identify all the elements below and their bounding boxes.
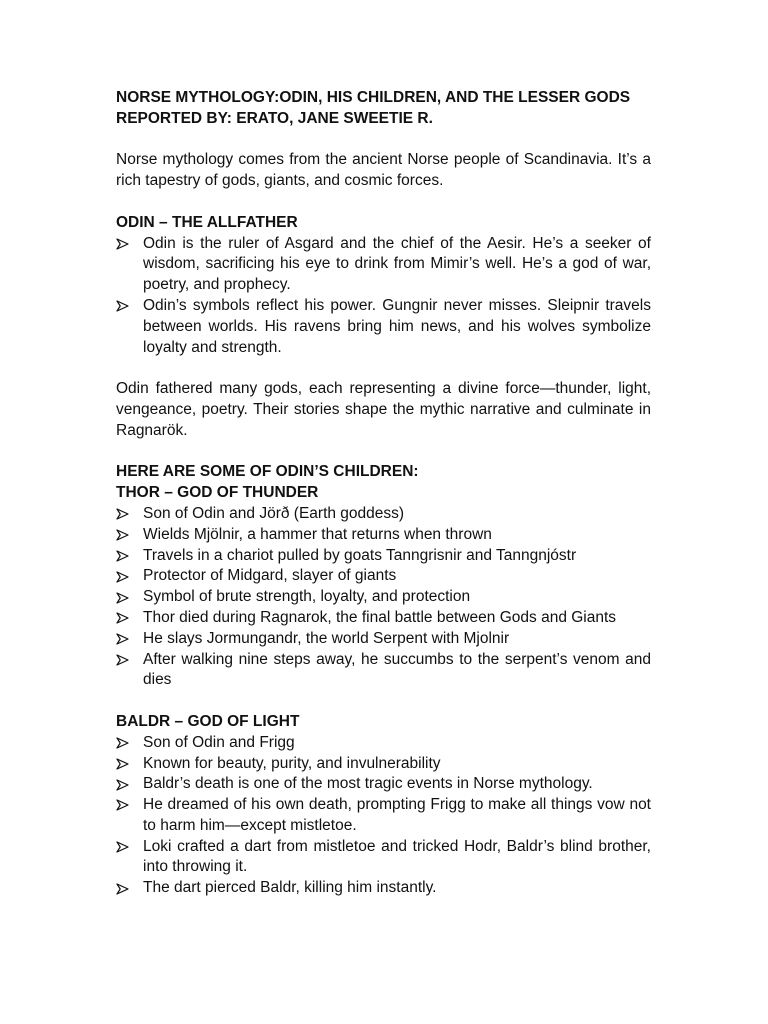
list-item-text: Travels in a chariot pulled by goats Tanngrisnir and Tanngnjóstr [143, 546, 577, 564]
arrowhead-bullet-icon [116, 587, 136, 608]
arrowhead-bullet-icon [116, 878, 136, 899]
list-item-text: Thor died during Ragnarok, the final battle between Gods and Giants [143, 608, 617, 626]
list-item [116, 296, 651, 358]
list-item [116, 504, 651, 525]
list-item-text: Son of Odin and Frigg [143, 733, 295, 751]
arrowhead-bullet-icon [116, 650, 136, 671]
odin-bullet-list [116, 234, 651, 359]
document-author: REPORTED BY: ERATO, JANE SWEETIE R. [116, 109, 433, 127]
list-item-text: Known for beauty, purity, and invulnerability [143, 754, 441, 772]
odin-heading: ODIN – THE ALLFATHER [116, 213, 298, 231]
children-heading: HERE ARE SOME OF ODIN’S CHILDREN: [116, 463, 419, 481]
arrowhead-bullet-icon [116, 754, 136, 775]
list-item-text: After walking nine steps away, he succumbs to the serpent’s venom and dies [143, 650, 651, 689]
list-item [116, 546, 651, 567]
document-title: NORSE MYTHOLOGY:ODIN, HIS CHILDREN, AND THE LESSER GODS [116, 89, 631, 106]
thor-heading: THOR – GOD OF THUNDER [116, 484, 319, 502]
list-item [116, 234, 651, 296]
list-item [116, 650, 651, 692]
list-item-text: Loki crafted a dart from mistletoe and tricked Hodr, Baldr’s blind brother, into throwing it. [143, 837, 651, 876]
list-item [116, 566, 651, 587]
list-item-text: Son of Odin and Jörð (Earth goddess) [143, 504, 405, 522]
baldr-heading: BALDR – GOD OF LIGHT [116, 712, 300, 730]
children-intro-paragraph: Odin fathered many gods, each representing a divine force—thunder, light, vengeance, poetry. Their stories shape the mythic narrative and culminate in Ragnarök. [116, 380, 651, 439]
list-item-text: He dreamed of his own death, prompting Frigg to make all things vow not to harm him—except mistletoe. [143, 796, 651, 834]
list-item [116, 795, 651, 837]
list-item [116, 587, 651, 608]
arrowhead-bullet-icon [116, 629, 136, 650]
baldr-bullet-list [116, 733, 651, 899]
list-item [116, 754, 651, 775]
arrowhead-bullet-icon [116, 566, 136, 587]
arrowhead-bullet-icon [116, 234, 136, 255]
thor-bullet-list [116, 504, 651, 691]
arrowhead-bullet-icon [116, 795, 136, 816]
list-item [116, 878, 651, 899]
arrowhead-bullet-icon [116, 733, 136, 754]
list-item-text: Wields Mjölnir, a hammer that returns when thrown [143, 525, 492, 543]
list-item-text: The dart pierced Baldr, killing him instantly. [143, 879, 437, 897]
arrowhead-bullet-icon [116, 525, 136, 546]
list-item-text: He slays Jormungandr, the world Serpent with Mjolnir [143, 629, 510, 647]
list-item [116, 525, 651, 546]
list-item-text: Protector of Midgard, slayer of giants [143, 567, 397, 585]
arrowhead-bullet-icon [116, 608, 136, 629]
arrowhead-bullet-icon [116, 296, 136, 317]
list-item [116, 837, 651, 879]
document-page [116, 88, 651, 899]
list-item [116, 629, 651, 650]
arrowhead-bullet-icon [116, 837, 136, 858]
arrowhead-bullet-icon [116, 504, 136, 525]
list-item-text: Baldr’s death is one of the most tragic events in Norse mythology. [143, 775, 593, 793]
arrowhead-bullet-icon [116, 546, 136, 567]
list-item [116, 733, 651, 754]
list-item [116, 608, 651, 629]
arrowhead-bullet-icon [116, 774, 136, 795]
intro-paragraph: Norse mythology comes from the ancient Norse people of Scandinavia. It’s a rich tapestry of gods, giants, and cosmic forces. [116, 151, 651, 190]
list-item-text: Symbol of brute strength, loyalty, and protection [143, 588, 471, 606]
list-item-text: Odin is the ruler of Asgard and the chief of the Aesir. He’s a seeker of wisdom, sacrificing his eye to drink from Mimir’s well. He’s a god of war, poetry, and prophecy. [143, 234, 651, 294]
list-item [116, 774, 651, 795]
list-item-text: Odin’s symbols reflect his power. Gungnir never misses. Sleipnir travels between worlds. His ravens bring him news, and his wolves symbolize loyalty and strength. [143, 296, 651, 356]
